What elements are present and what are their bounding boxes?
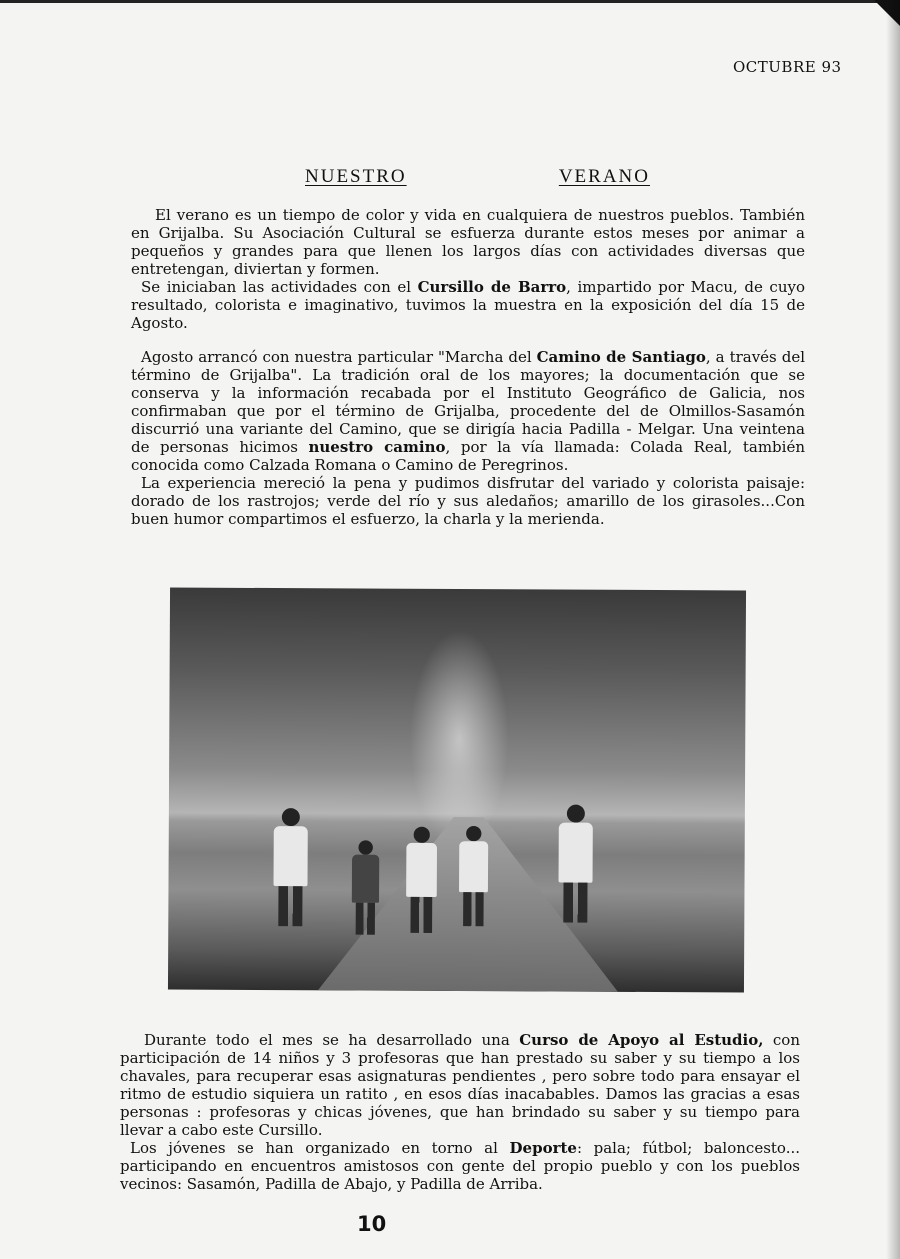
text-run: , impartido por Macu, de cuyo resultado, colorista e imaginativo, tuvimos la muestra en la exposición del día 15 de Agosto. (131, 278, 805, 332)
study-and-sport-section (120, 1031, 800, 1193)
paragraph (120, 1139, 800, 1193)
walkers-photo (168, 587, 746, 992)
page-right-shadow (886, 0, 900, 1259)
title-word-1: NUESTRO (305, 166, 407, 187)
person-figure (406, 827, 437, 933)
text-run: Los jóvenes se han organizado en torno al (130, 1139, 510, 1157)
text-run: Durante todo el mes se ha desarrollado una (144, 1031, 520, 1049)
page-number: 10 (357, 1212, 387, 1236)
title-word-2: VERANO (558, 166, 650, 187)
intro-section (131, 206, 805, 332)
paragraph (120, 1031, 800, 1139)
bold-text: Cursillo de Barro (417, 278, 567, 296)
bold-text: Camino de Santiago (536, 348, 706, 366)
paragraph (131, 278, 805, 332)
text-run: Se iniciaban las actividades con el (141, 278, 418, 296)
text-run: Agosto arrancó con nuestra particular "Marcha del (141, 348, 537, 366)
person-figure (273, 808, 308, 926)
sun-glare (409, 629, 510, 850)
paragraph: El verano es un tiempo de color y vida en cualquiera de nuestros pueblos. También en Grijalba. Su Asociación Cultural se esfuerza durante estos meses por animar a pequeños y grandes para que llenen los largos días con actividades diversas que entretengan, diviertan y formen. (131, 206, 805, 278)
text-run: con participación de 14 niños y 3 profesoras que han prestado su saber y su tiempo a los chavales, para recuperar esas asignaturas pendientes , pero sobre todo para ensayar el ritmo de estudio siquiera un ratito , en esos días inacabables. Damos las gracias a esas personas : profesoras y chicas jóvenes, que han brindado su saber y su tiempo para llevar a cabo este Cursillo. (120, 1031, 800, 1139)
bold-text: nuestro camino (308, 438, 446, 456)
article-title (305, 166, 650, 188)
paragraph (131, 348, 805, 474)
text-run: , a través del término de Grijalba". La tradición oral de los mayores; la documentación que se conserva y la información recabada por el Instituto Geográfico de Galicia, nos confirmaban que por el término de Grijalba, procedente del de Olmillos-Sasamón discurrió una variante del Camino, que se dirigía hacia Padilla - Melgar. Una veintena de personas hicimos (131, 348, 805, 456)
page-top-edge (0, 0, 900, 3)
person-figure (352, 840, 380, 935)
text-run: : pala; fútbol; baloncesto... participando en encuentros amistosos con gente del propio pueblo y con los pueblos vecinos: Sasamón, Padilla de Abajo, y Padilla de Arriba. (120, 1139, 800, 1193)
bold-text: Curso de Apoyo al Estudio, (519, 1031, 764, 1049)
person-figure (558, 805, 593, 923)
person-figure (459, 826, 488, 926)
paragraph: La experiencia mereció la pena y pudimos disfrutar del variado y colorista paisaje: dorado de los rastrojos; verde del río y sus aledaños; amarillo de los girasoles...Con buen humor compartimos el esfuerzo, la charla y la merienda. (131, 474, 805, 528)
bold-text: Deporte (509, 1139, 577, 1157)
camino-section (131, 348, 805, 528)
header-date: OCTUBRE 93 (733, 58, 842, 76)
text-run: , por la vía llamada: Colada Real, también conocida como Calzada Romana o Camino de Peregrinos. (131, 438, 805, 474)
